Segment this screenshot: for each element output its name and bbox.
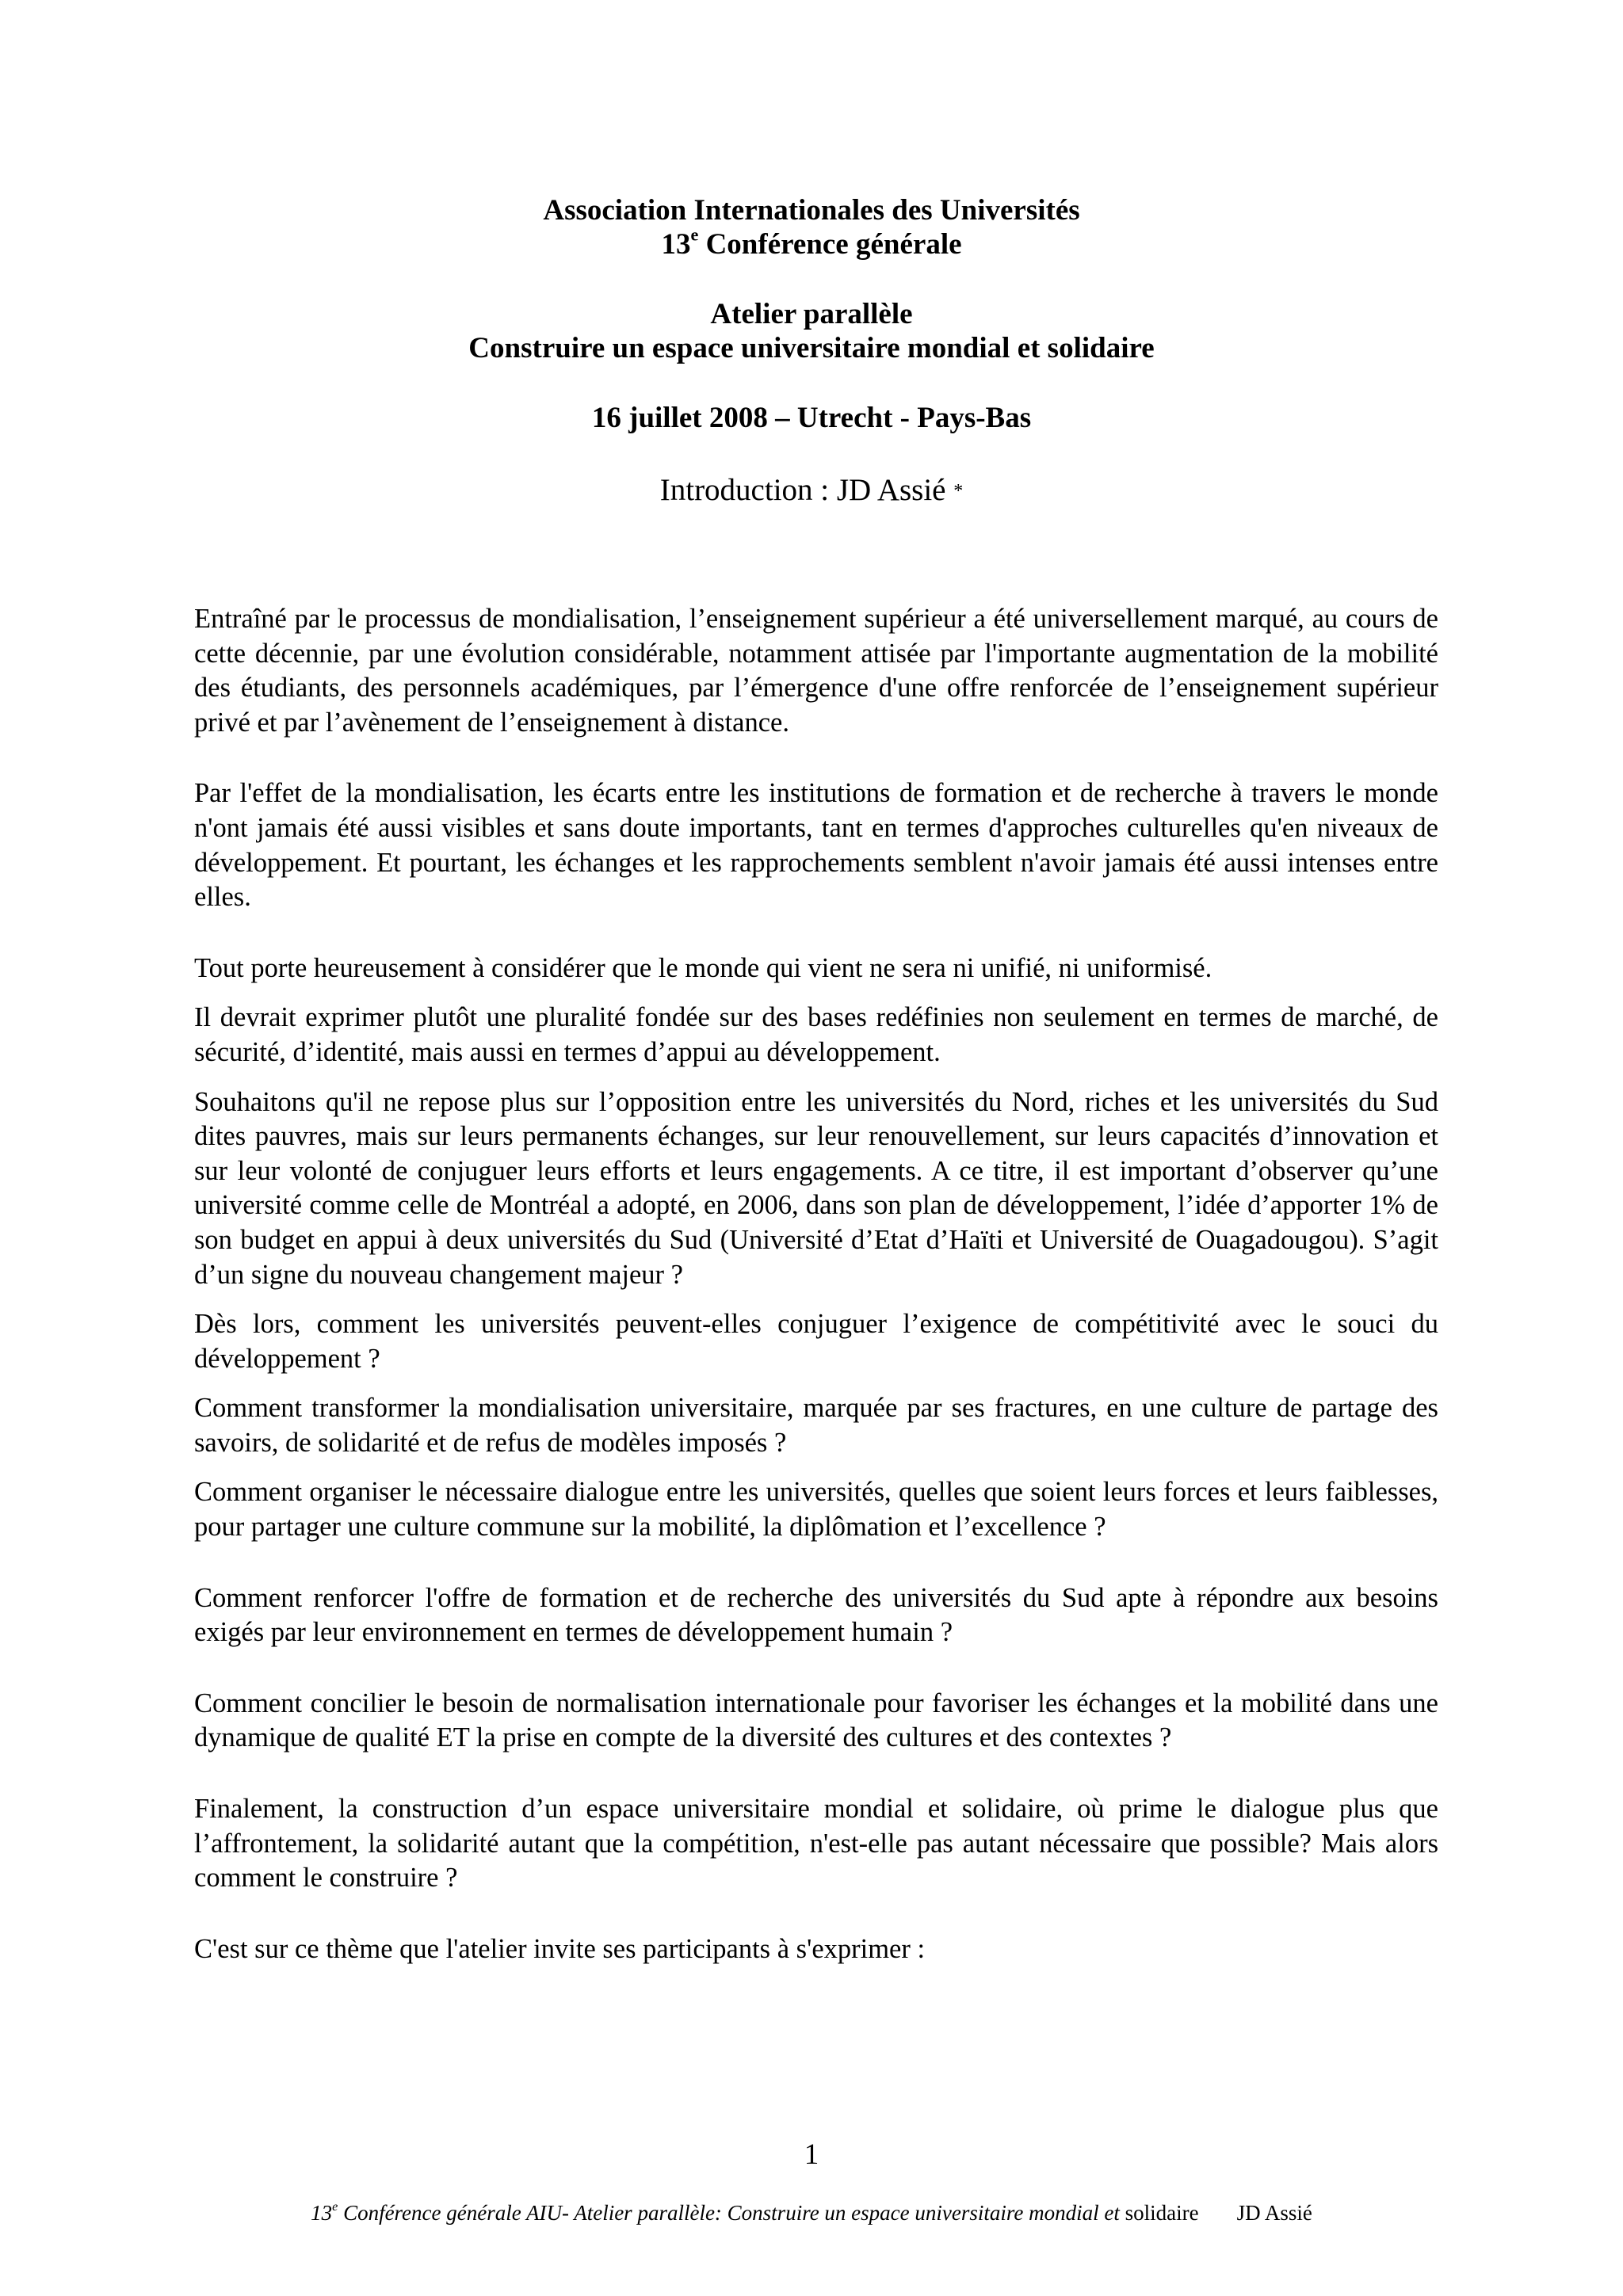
page-footer (0, 2201, 1623, 2225)
footer-author: JD Assié (1236, 2201, 1312, 2225)
conference-label: Conférence générale (698, 228, 962, 261)
paragraph: C'est sur ce thème que l'atelier invite ses participants à s'exprimer : (194, 1933, 926, 1964)
footer-ordinal: e (332, 2199, 338, 2214)
header-spacer (0, 365, 1623, 401)
conference-number: 13 (661, 228, 691, 261)
paragraph: Finalement, la construction d’un espace universitaire mondial et solidaire, où prime le dialogue plus que l’affrontement, la solidarité autant que la compétition, n'est-elle pas autant nécessaire que possible? Mais alors comment le construire ? (194, 1794, 1438, 1894)
header-spacer (0, 261, 1623, 297)
page-number: 1 (804, 2138, 819, 2171)
footer-number: 13 (311, 2201, 333, 2225)
organization-title: Association Internationales des Universités (543, 194, 1080, 227)
paragraph: Comment concilier le besoin de normalisation internationale pour favoriser les échanges et la mobilité dans une dynamique de qualité ET la prise en compte de la diversité des cultures et des contextes ? (194, 1688, 1438, 1753)
introduction-author: Introduction : JD Assié (659, 473, 946, 507)
paragraph: Comment renforcer l'offre de formation et de recherche des universités du Sud apte à répondre aux besoins exigés par leur environnement en termes de développement humain ? (194, 1582, 1438, 1648)
footer-conference-text: Conférence générale AIU- Atelier parallèle: Construire un espace universitaire mondial et (338, 2201, 1120, 2225)
paragraph: Comment transformer la mondialisation universitaire, marquée par ses fractures, en une culture de partage des savoirs, de solidarité et de refus de modèles imposés ? (194, 1393, 1438, 1458)
paragraph: Souhaitons qu'il ne repose plus sur l’opposition entre les universités du Nord, riches et les universités du Sud dites pauvres, mais sur leurs permanents échanges, sur leur renouvellement, sur leurs capacités d’innovation et sur leur volonté de conjuguer leurs efforts et leurs engagements. A ce titre, il est important d’observer qu’une université comme celle de Montréal a adopté, en 2006, dans son plan de développement, l’idée d’apporter 1% de son budget en appui à deux universités du Sud (Université d’Etat d’Haïti et Université de Ouagadougou). S’agit d’un signe du nouveau changement majeur ? (194, 1086, 1438, 1290)
introduction-line (0, 473, 1623, 509)
document-body (194, 602, 1438, 1966)
workshop-title: Atelier parallèle (710, 298, 913, 330)
paragraph: Par l'effet de la mondialisation, les écarts entre les institutions de formation et de recherche à travers le monde n'ont jamais été aussi visibles et sans doute importants, tant en termes d'approches culturelles qu'en niveaux de développement. Et pourtant, les échanges et les rapprochements semblent n'avoir jamais été aussi intenses entre elles. (194, 778, 1438, 913)
paragraph: Entraîné par le processus de mondialisation, l’enseignement supérieur a été universellement marqué, au cours de cette décennie, par une évolution considérable, notamment attisée par l'importante augmentation de la mobilité des étudiants, des personnels académiques, par l’émergence d'une offre renforcée de l’enseignement supérieur privé et par l’avènement de l’enseignement à distance. (194, 604, 1438, 738)
document-header (0, 193, 1623, 509)
conference-title (0, 224, 1623, 261)
paragraph: Tout porte heureusement à considérer que le monde qui vient ne sera ni unifié, ni uniformisé. (194, 952, 1212, 983)
paragraph: Comment organiser le nécessaire dialogue entre les universités, quelles que soient leurs forces et leurs faiblesses, pour partager une culture commune sur la mobilité, la diplômation et l’excellence ? (194, 1477, 1438, 1543)
paragraph: Il devrait exprimer plutôt une pluralité fondée sur des bases redéfinies non seulement en termes de marché, de sécurité, d’identité, mais aussi en termes d’appui au développement. (194, 1002, 1438, 1067)
workshop-theme: Construire un espace universitaire mondial et solidaire (468, 332, 1155, 364)
event-date-location: 16 juillet 2008 – Utrecht - Pays-Bas (591, 402, 1032, 434)
footnote-mark: * (953, 481, 964, 502)
conference-ordinal: e (690, 224, 699, 245)
paragraph: Dès lors, comment les universités peuvent-elles conjuguer l’exigence de compétitivité avec le souci du développement ? (194, 1309, 1438, 1374)
footer-plain-text: solidaire (1119, 2201, 1199, 2225)
